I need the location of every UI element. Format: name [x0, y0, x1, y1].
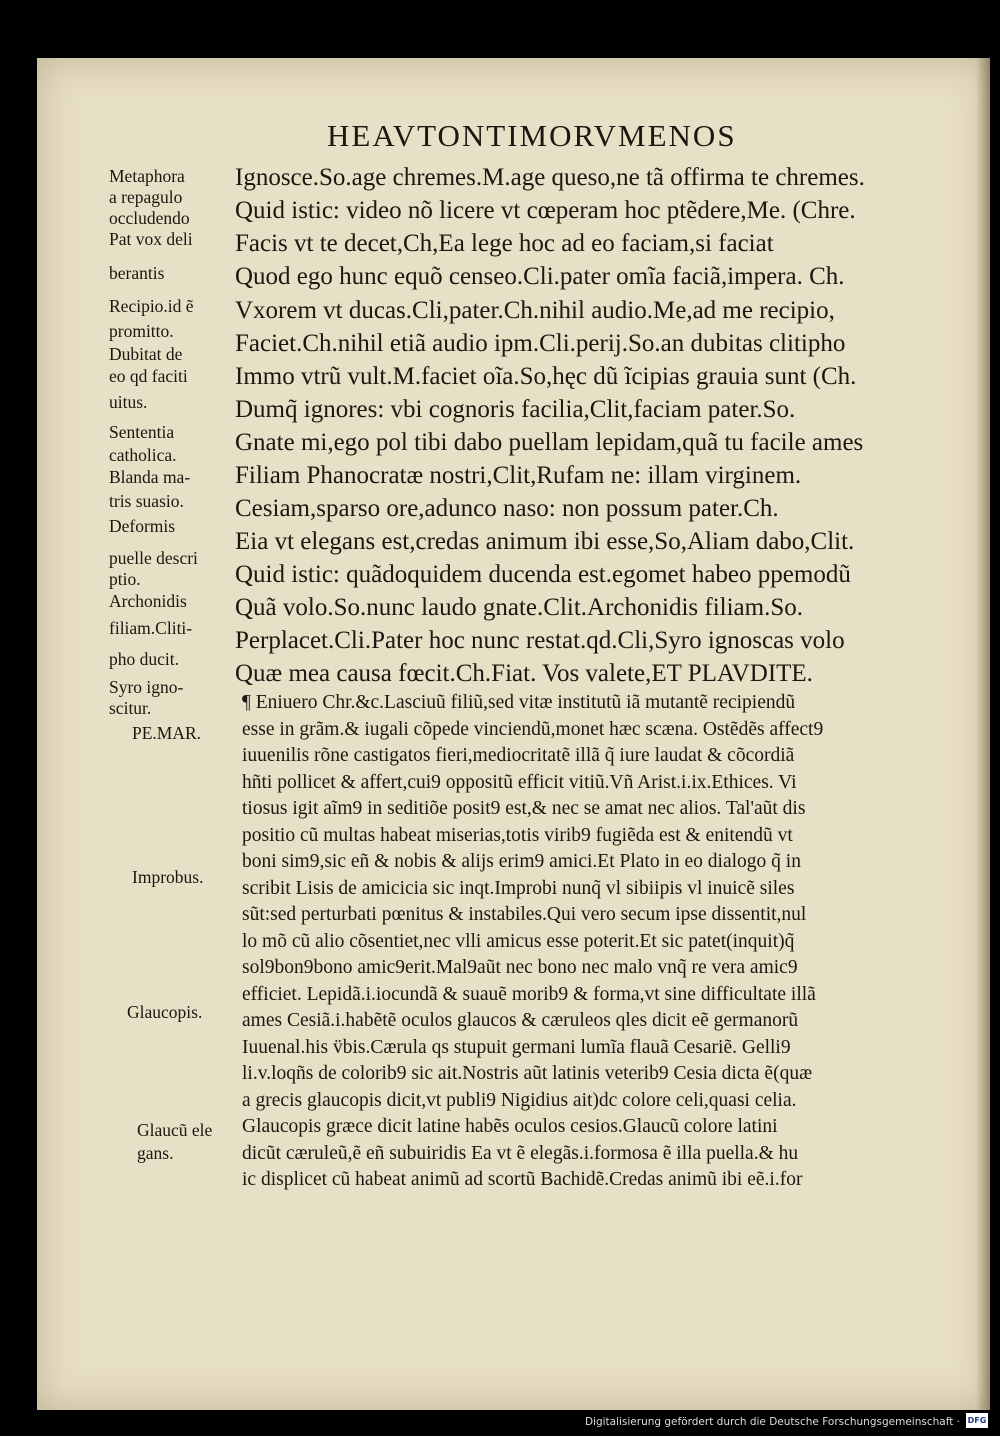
funding-credit: Digitalisierung gefördert durch die Deutsche Forschungsgemeinschaft · — [584, 1416, 960, 1428]
margin-note: berantis — [109, 263, 165, 283]
commentary-line: Iuuenal.his v̈bis.Cærula qs stupuit germani lumĩa flauã Cesariẽ. Gelli9 — [242, 1037, 791, 1058]
margin-note: Dubitat de — [109, 344, 183, 364]
margin-note: Syro igno- — [109, 677, 184, 697]
margin-note: PE.MAR. — [132, 723, 202, 743]
commentary-line: Glaucopis græce dicit latine habẽs oculos cesios.Glaucũ colore latini — [242, 1116, 778, 1137]
margin-note: Blanda ma- — [109, 467, 191, 487]
commentary-line: sol9bon9bono amic9erit.Mal9aũt nec bono nec malo vnq̃ re vera amic9 — [242, 957, 798, 978]
commentary-line: sũt:sed perturbati pœnitus & instabiles.Qui vero secum ipse dissentit,nul — [242, 904, 807, 925]
margin-note: Pat vox deli — [109, 229, 193, 249]
margin-note: Metaphora — [109, 166, 185, 186]
book-page — [37, 58, 990, 1410]
margin-note: ptio. — [109, 569, 141, 589]
commentary-line: dicũt cæruleũ,ẽ eñ subuiridis Ea vt ẽ elegãs.i.formosa ẽ illa puella.& hu — [242, 1143, 799, 1164]
verse-line: Quid istic: video nõ licere vt cœperam hoc ptẽdere,Me. (Chre. — [235, 197, 856, 224]
verse-line: Quæ mea causa fœcit.Ch.Fiat. Vos valete,ET PLAVDITE. — [235, 660, 813, 687]
margin-note: pho ducit. — [109, 649, 179, 669]
commentary-line: ames Cesiã.i.habẽtẽ oculos glaucos & cæruleos qles dicit eẽ germanorũ — [242, 1010, 799, 1031]
verse-line: Faciet.Ch.nihil etiã audio ipm.Cli.perij.So.an dubitas clitipho — [235, 330, 846, 357]
margin-note: gans. — [137, 1143, 174, 1163]
verse-line: Dumq̃ ignores: vbi cognoris facilia,Clit,faciam pater.So. — [235, 396, 796, 423]
commentary-line: a grecis glaucopis dicit,vt publi9 Nigidius ait)dc colore celi,quasi celia. — [242, 1090, 797, 1111]
verse-line: Vxorem vt ducas.Cli,pater.Ch.nihil audio.Me,ad me recipio, — [235, 297, 835, 324]
verse-line: Ignosce.So.age chremes.M.age queso,ne tã offirma te chremes. — [235, 164, 865, 191]
commentary-line: scribit Lisis de amicicia sic inqt.Improbi nunq̃ vl sibiipis vl inuicẽ siles — [242, 878, 795, 899]
margin-note: eo qd faciti — [109, 366, 188, 386]
verse-line: Gnate mi,ego pol tibi dabo puellam lepidam,quã tu facile ames — [235, 429, 864, 456]
commentary-line: li.v.loqñs de colorib9 sic ait.Nostris aũt latinis veterib9 Cesia dicta ẽ(quæ — [242, 1063, 813, 1084]
commentary-line: boni sim9,sic eñ & nobis & alijs erim9 amici.Et Plato in eo dialogo q̃ in — [242, 851, 801, 872]
margin-note: puelle descri — [109, 548, 198, 568]
commentary-line: esse in grãm.& iugali cõpede vinciendũ,monet hæc scæna. Ostẽdẽs affect9 — [242, 719, 824, 740]
commentary-line: hñti pollicet & affert,cui9 oppositũ efficit vitiũ.Vñ Arist.i.ix.Ethices. Vi — [242, 772, 797, 793]
commentary-line: ic displicet cũ habeat animũ ad scortũ Bachidẽ.Credas animũ ibi eẽ.i.for — [242, 1169, 803, 1190]
verse-line: Facis vt te decet,Ch,Ea lege hoc ad eo faciam,si faciat — [235, 230, 774, 257]
margin-note: Glaucũ ele — [137, 1120, 213, 1140]
verse-line: Cesiam,sparso ore,adunco naso: non possum pater.Ch. — [235, 495, 779, 522]
verse-line: Eia vt elegans est,credas animum ibi esse,So,Aliam dabo,Clit. — [235, 528, 855, 555]
running-header: HEAVTONTIMORVMENOS — [327, 118, 737, 153]
commentary-line: efficiet. Lepidã.i.iocundã & suauẽ morib9 & forma,vt sine difficultate illã — [242, 984, 816, 1005]
margin-note: occludendo — [109, 208, 190, 228]
verse-line: Quã volo.So.nunc laudo gnate.Clit.Archonidis filiam.So. — [235, 594, 803, 621]
margin-note: promitto. — [109, 321, 174, 341]
margin-note: uitus. — [109, 392, 148, 412]
dfg-logo: DFG — [966, 1413, 988, 1428]
margin-note: Improbus. — [132, 867, 204, 887]
commentary-line: lo mõ cũ alio cõsentiet,nec vlli amicus esse poterit.Et sic patet(inquit)q̃ — [242, 931, 795, 952]
margin-note: Glaucopis. — [127, 1002, 203, 1022]
margin-note: catholica. — [109, 445, 177, 465]
verse-line: Quid istic: quãdoquidem ducenda est.egomet habeo ppemodũ — [235, 561, 851, 588]
verse-line: Filiam Phanocratæ nostri,Clit,Rufam ne: illam virginem. — [235, 462, 802, 489]
commentary-line: iuuenilis rõne castigatos fieri,mediocritatẽ illã q̃ iure laudat & cõcordiã — [242, 745, 795, 766]
verse-line: Quod ego hunc equõ censeo.Cli.pater omĩa faciã,impera. Ch. — [235, 263, 845, 290]
margin-note: Archonidis — [109, 591, 187, 611]
verse-line: Perplacet.Cli.Pater hoc nunc restat.qd.Cli,Syro ignoscas volo — [235, 627, 845, 654]
margin-note: tris suasio. — [109, 491, 184, 511]
commentary-line: positio cũ multas habeat miserias,totis virib9 fugiẽda est & enitendũ vt — [242, 825, 793, 846]
commentary-line: tiosus igit aĩm9 in seditiõe posit9 est,& nec se amat nec alios. Tal'aũt dis — [242, 798, 806, 819]
margin-note: Sententia — [109, 422, 175, 442]
margin-note: a repagulo — [109, 187, 183, 207]
margin-note: scitur. — [109, 698, 152, 718]
margin-note: Recipio.id ẽ — [109, 296, 194, 316]
margin-note: Deformis — [109, 516, 176, 536]
commentary-line: ¶ Eniuero Chr.&c.Lasciuũ filiũ,sed vitæ institutũ iã mutantẽ recipiendũ — [242, 692, 796, 713]
margin-note: filiam.Cliti- — [109, 618, 193, 638]
verse-line: Immo vtrũ vult.M.faciet oĩa.So,hęc dũ ĩcipias grauia sunt (Ch. — [235, 363, 857, 390]
